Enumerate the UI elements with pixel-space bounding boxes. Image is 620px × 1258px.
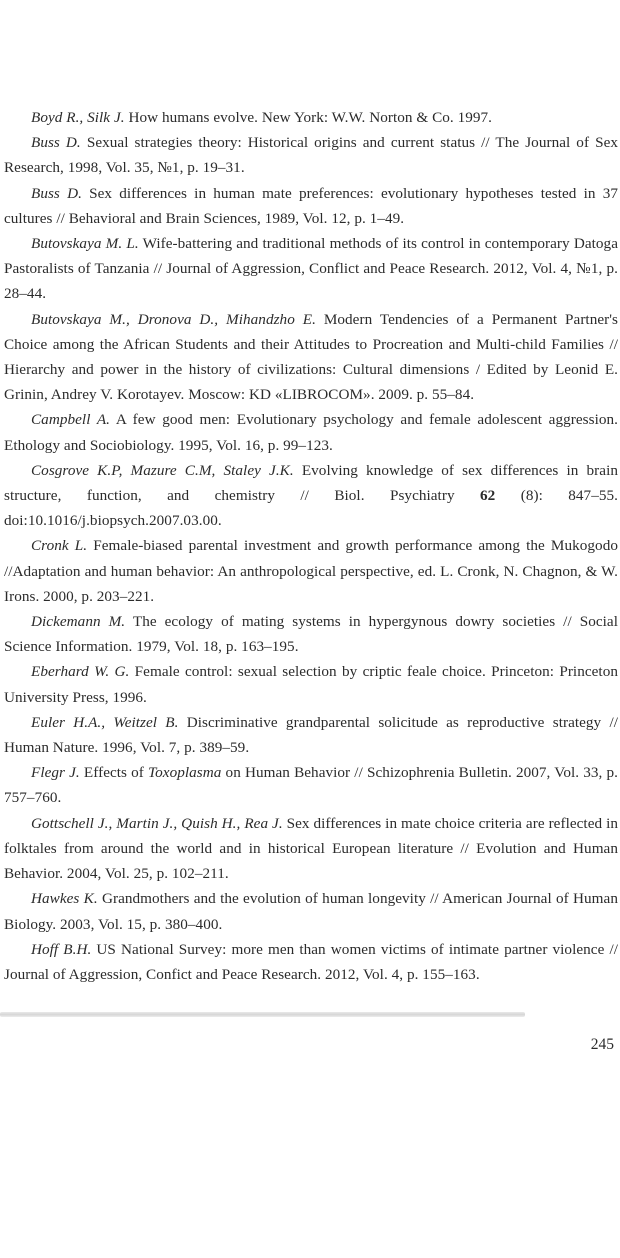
reference-item: [4, 533, 618, 609]
reference-authors: Campbell A.: [31, 411, 111, 429]
reference-item: [4, 407, 618, 457]
page-number: 245: [590, 1036, 614, 1053]
reference-authors: Hoff B.H.: [31, 940, 92, 958]
reference-authors: Buss D.: [31, 184, 82, 202]
reference-authors: Buss D.: [31, 134, 81, 152]
reference-text: Sex differences in mate choice criteria are reflected in folktales from around the world and in historical European literature // Evolution and Human Behavior. 2004, Vol. 25, p. 102–211.: [4, 814, 618, 883]
reference-text: Sex differences in human mate preferences: evolutionary hypotheses tested in 37 cultures // Behavioral and Brain Sciences, 1989, Vol. 12, p. 1–49.: [4, 184, 618, 227]
reference-item: [4, 811, 618, 887]
reference-item: [4, 307, 618, 408]
reference-authors: Eberhard W. G.: [31, 663, 130, 681]
reference-item: [4, 760, 618, 810]
reference-item: [4, 710, 618, 760]
reference-item: [4, 130, 618, 180]
reference-text: A few good men: Evolutionary psychology and female adolescent aggression. Ethology and Sociobiology. 1995, Vol. 16, p. 99–123.: [4, 411, 618, 454]
reference-authors: Butovskaya M., Dronova D., Mihandzho E.: [31, 310, 316, 328]
reference-text: Evolving knowledge of sex differences in brain structure, function, and chemistry // Biol. Psychiatry: [4, 461, 618, 505]
reference-volume-bold: 62: [480, 487, 496, 505]
reference-text: Discriminative grandparental solicitude as reproductive strategy // Human Nature. 1996, Vol. 7, p. 389–59.: [4, 713, 618, 757]
reference-text: US National Survey: more men than women victims of intimate partner violence // Journal of Aggression, Confict and Peace Research. 2012, Vol. 4, p. 155–163.: [4, 940, 618, 983]
reference-authors: Butovskaya M. L.: [31, 235, 139, 253]
reference-authors: Hawkes K.: [31, 890, 98, 908]
reference-authors: Boyd R., Silk J.: [31, 109, 125, 126]
reference-item: [4, 105, 618, 130]
reference-authors: Gottschell J., Martin J., Quish H., Rea J.: [31, 814, 283, 832]
reference-item: [4, 886, 618, 936]
reference-item: [4, 231, 618, 307]
reference-list: [4, 105, 618, 987]
reference-item: [4, 937, 618, 987]
reference-text: Female-biased parental investment and growth performance among the Mukogodo //Adaptation and human behavior: An anthropological perspective, ed. L. Cronk, N. Chagnon, & W. Irons. 2000, p. 203–221.: [4, 537, 618, 605]
reference-authors: Dickemann M.: [31, 613, 126, 631]
reference-authors: Cosgrove K.P, Mazure C.M, Staley J.K.: [31, 461, 294, 479]
reference-authors: Flegr J.: [31, 764, 80, 782]
reference-italic-term: Toxoplasma: [148, 764, 222, 782]
reference-text: Sexual strategies theory: Historical origins and current status // The Journal of Sex Research, 1998, Vol. 35, №1, p. 19–31.: [4, 134, 619, 177]
reference-text: Grandmothers and the evolution of human longevity // American Journal of Human Biology. 2003, Vol. 15, p. 380–400.: [4, 890, 618, 933]
reference-text: The ecology of mating systems in hypergynous dowry societies // Social Science Information. 1979, Vol. 18, p. 163–195.: [4, 613, 618, 656]
reference-item: [4, 609, 618, 659]
reference-text: Wife-battering and traditional methods of its control in contemporary Datoga Pastoralists of Tanzania // Journal of Aggression, Conflict and Peace Research. 2012, Vol. 4, №1, p. 28–44.: [4, 235, 618, 303]
reference-text-after: (8): 847–55. doi:10.1016/j.biopsych.2007.03.00.: [4, 487, 618, 530]
reference-authors: Cronk L.: [31, 537, 88, 555]
reference-item: [4, 181, 618, 231]
reference-text-after: on Human Behavior // Schizophrenia Bulletin. 2007, Vol. 33, p. 757–760.: [4, 764, 618, 807]
reference-text: How humans evolve. New York: W.W. Norton & Co. 1997.: [124, 109, 493, 126]
reference-text: Modern Tendencies of a Permanent Partner's Choice among the African Students and their Attitudes to Procreation and Multi-child Families // Hierarchy and power in the history of civilizations: Cultural dimensions / Edited by Leonid E. Grinin, Andrey V. Korotayev. Moscow: KD «LIBROCOM». 2009. p. 55–84.: [4, 310, 618, 404]
reference-text: Effects of: [79, 764, 149, 782]
reference-text: Female control: sexual selection by criptic feale choice. Princeton: Princeton University Press, 1996.: [4, 663, 618, 706]
reference-item: [4, 458, 618, 534]
reference-authors: Euler H.A., Weitzel B.: [31, 713, 179, 731]
footer-rule: [0, 1012, 525, 1017]
reference-item: [4, 659, 618, 709]
